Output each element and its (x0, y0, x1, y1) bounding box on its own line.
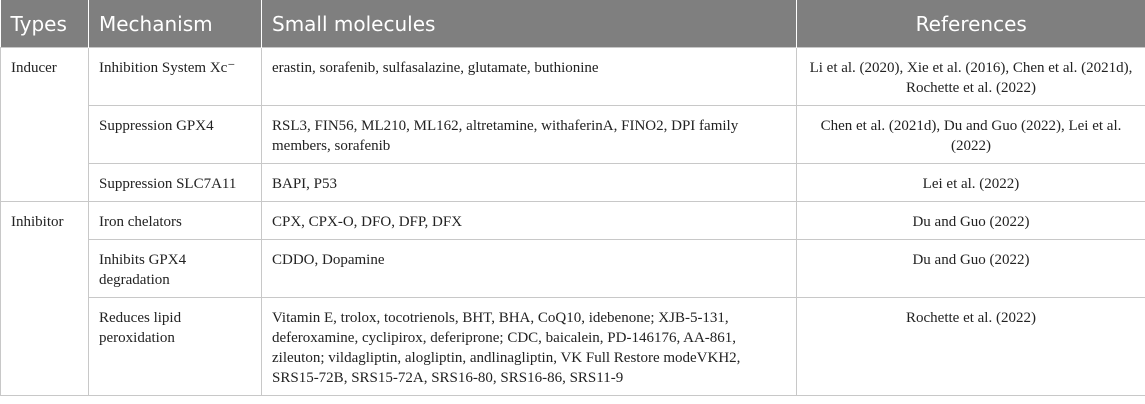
header-small-molecules: Small molecules (262, 0, 797, 48)
table-row (1, 106, 1145, 164)
molecules-cell: CPX, CPX-O, DFO, DFP, DFX (262, 202, 797, 240)
header-references: References (797, 0, 1145, 48)
type-cell: Inducer (1, 48, 89, 202)
molecules-cell: RSL3, FIN56, ML210, ML162, altretamine, withaferinA, FINO2, DPI family members, sorafenib (262, 106, 797, 164)
mechanism-cell: Iron chelators (89, 202, 262, 240)
mechanism-cell: Suppression SLC7A11 (89, 164, 262, 202)
table-row (1, 48, 1145, 106)
references-cell: Du and Guo (2022) (797, 202, 1145, 240)
table-row (1, 164, 1145, 202)
table-row (1, 202, 1145, 240)
references-cell: Li et al. (2020), Xie et al. (2016), Chen et al. (2021d), Rochette et al. (2022) (797, 48, 1145, 106)
header-mechanism: Mechanism (89, 0, 262, 48)
molecules-cell: BAPI, P53 (262, 164, 797, 202)
header-row (1, 0, 1145, 48)
references-cell: Rochette et al. (2022) (797, 298, 1145, 396)
mechanism-cell (89, 48, 262, 106)
molecules-cell: erastin, sorafenib, sulfasalazine, glutamate, buthionine (262, 48, 797, 106)
molecules-cell: CDDO, Dopamine (262, 240, 797, 298)
mechanism-cell: Inhibits GPX4 degradation (89, 240, 262, 298)
type-cell: Inhibitor (1, 202, 89, 396)
header-types: Types (1, 0, 89, 48)
mechanism-cell: Suppression GPX4 (89, 106, 262, 164)
mechanism-text: Inhibition System Xc⁻ (99, 60, 236, 76)
table-row (1, 298, 1145, 396)
mechanism-cell: Reduces lipid peroxidation (89, 298, 262, 396)
references-cell: Chen et al. (2021d), Du and Guo (2022), Lei et al. (2022) (797, 106, 1145, 164)
references-cell: Lei et al. (2022) (797, 164, 1145, 202)
table-row (1, 240, 1145, 298)
references-cell: Du and Guo (2022) (797, 240, 1145, 298)
molecules-cell: Vitamin E, trolox, tocotrienols, BHT, BHA, CoQ10, idebenone; XJB-5-131, deferoxamine, cyclipirox, deferiprone; CDC, baicalein, PD-146176, AA-861, zileuton; vildagliptin, alogliptin, andlinagliptin, VK Full Restore modeVKH2, SRS15-72B, SRS15-72A, SRS16-80, SRS16-86, SRS11-9 (262, 298, 797, 396)
